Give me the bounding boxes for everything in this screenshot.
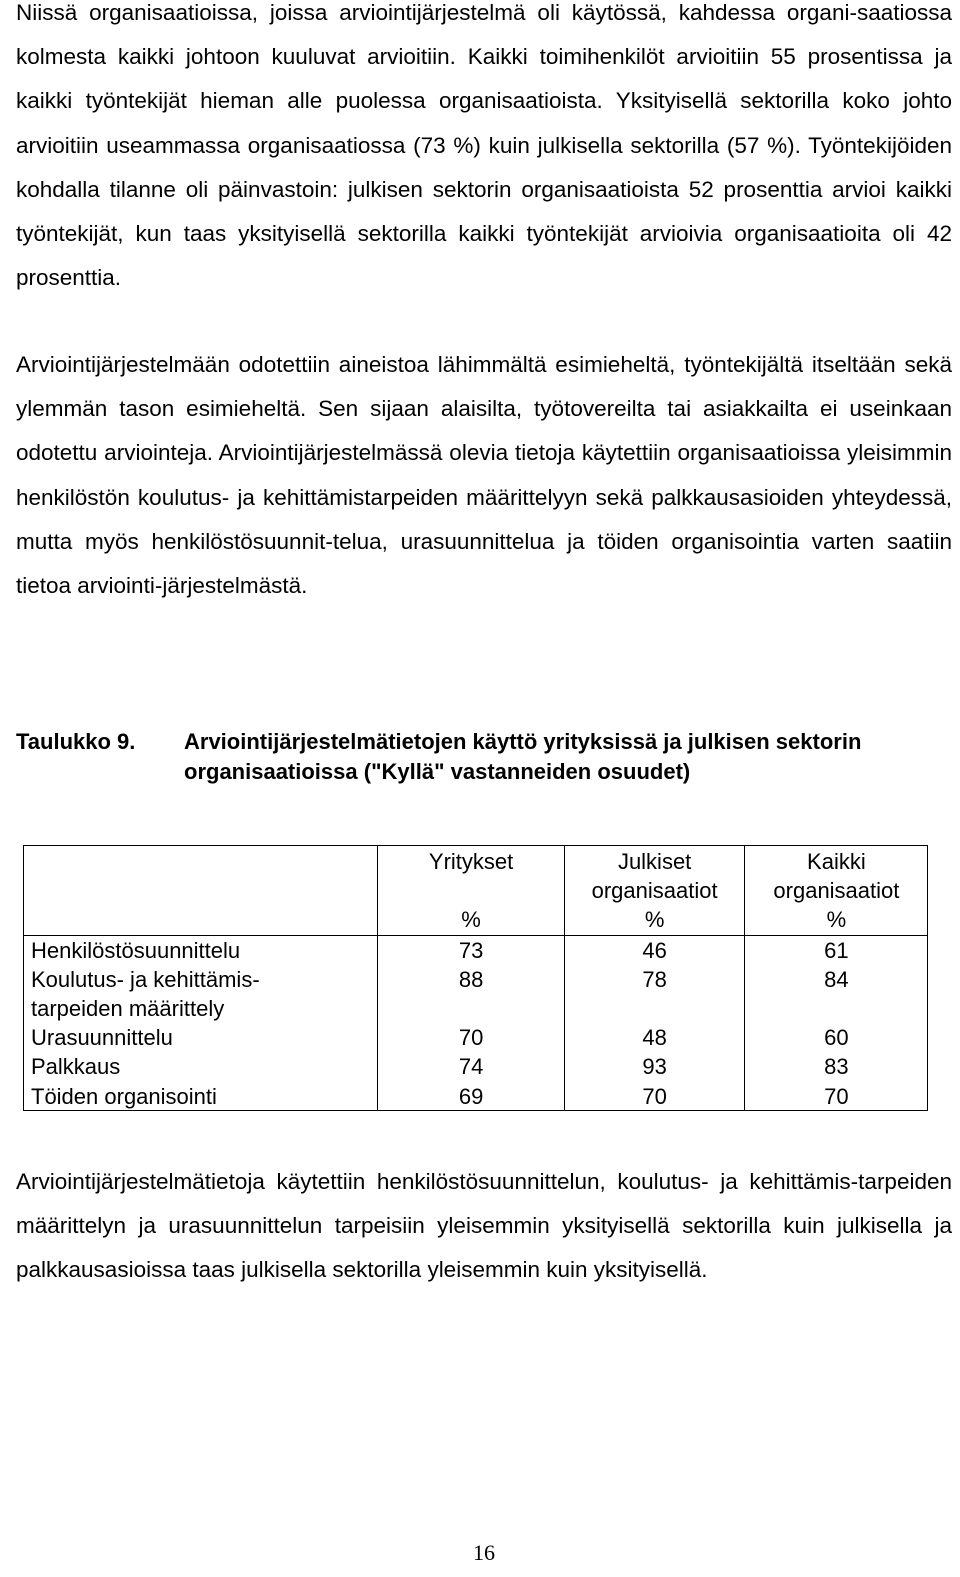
row-label: Henkilöstösuunnittelu bbox=[23, 935, 377, 965]
cell-julkiset: 70 bbox=[565, 1082, 744, 1111]
cell-yritykset: 70 bbox=[377, 1023, 565, 1052]
table-caption-label: Taulukko 9. bbox=[16, 729, 136, 754]
table-row bbox=[23, 965, 928, 1023]
header-cell-yritykset: Yritykset % bbox=[377, 845, 565, 935]
cell-yritykset: 74 bbox=[377, 1052, 565, 1081]
paragraph-usage-summary: Arviointijärjestelmätietoja käytettiin henkilöstösuunnittelun, koulutus- ja kehittämis-tarpeiden määrittelyn ja urasuunnittelun tarpeisiin yleisemmin yksityisellä sektorilla kuin julkisella ja palkkausasioissa taas julkisella sektorilla yleisemmin kuin yksityisellä. bbox=[16, 1169, 952, 1283]
table-row bbox=[23, 1052, 928, 1081]
cell-julkiset: 78 bbox=[565, 965, 744, 1023]
row-label: Koulutus- ja kehittämis- tarpeiden määrittely bbox=[23, 965, 377, 1023]
table-row bbox=[23, 1023, 928, 1052]
cell-yritykset: 88 bbox=[377, 965, 565, 1023]
header-cell-category bbox=[23, 845, 377, 935]
usage-table bbox=[23, 845, 928, 1111]
paragraph-evaluation-coverage: Niissä organisaatioissa, joissa arviointijärjestelmä oli käytössä, kahdessa organi-saatiossa kolmesta kaikki johtoon kuuluvat arvioitiin. Kaikki toimihenkilöt arvioitiin 55 prosentissa ja kaikki työntekijät hieman alle puolessa organisaatioista. Yksityisellä sektorilla koko johto arvioitiin useammassa organisaatiossa (73 %) kuin julkisella sektorilla (57 %). Työntekijöiden kohdalla tilanne oli päinvastoin: julkisen sektorin organisaatioista 52 prosenttia arvioi kaikki työntekijät, kun taas yksityisellä sektorilla kaikki työntekijät arvioivia organisaatioita oli 42 prosenttia. bbox=[16, 0, 952, 291]
table-caption bbox=[16, 727, 952, 786]
table-row bbox=[23, 935, 928, 965]
table-header-row bbox=[23, 845, 928, 935]
cell-yritykset: 69 bbox=[377, 1082, 565, 1111]
cell-julkiset: 93 bbox=[565, 1052, 744, 1081]
cell-kaikki: 61 bbox=[824, 937, 849, 963]
row-label: Urasuunnittelu bbox=[23, 1023, 377, 1052]
row-label: Palkkaus bbox=[23, 1052, 377, 1081]
cell-kaikki: 60 bbox=[824, 1025, 849, 1051]
cell-kaikki: 84 bbox=[824, 966, 849, 992]
cell-julkiset: 48 bbox=[565, 1023, 744, 1052]
cell-kaikki: 70 bbox=[824, 1083, 849, 1109]
cell-yritykset: 73 bbox=[377, 935, 565, 965]
table-row bbox=[23, 1082, 928, 1111]
row-label: Töiden organisointi bbox=[23, 1082, 377, 1111]
table-caption-text: Arviointijärjestelmätietojen käyttö yrityksissä ja julkisen sektorin organisaatioissa ("Kyllä" vastanneiden osuudet) bbox=[184, 729, 862, 784]
cell-kaikki: 83 bbox=[824, 1054, 849, 1080]
header-cell-julkiset: Julkiset organisaatiot % bbox=[565, 845, 744, 935]
cell-julkiset: 46 bbox=[565, 935, 744, 965]
header-cell-kaikki: Kaikki organisaatiot % bbox=[744, 845, 928, 935]
page-number: 16 bbox=[473, 1540, 495, 1565]
paragraph-evaluation-sources: Arviointijärjestelmään odotettiin aineistoa lähimmältä esimieheltä, työntekijältä itseltään sekä ylemmän tason esimieheltä. Sen sijaan alaisilta, työtovereilta tai asiakkailta ei useinkaan odotettu arviointeja. Arviointijärjestelmässä olevia tietoja käytettiin organisaatioissa yleisimmin henkilöstön koulutus- ja kehittämistarpeiden määrittelyyn sekä palkkausasioiden yhteydessä, mutta myös henkilöstösuunnit-telua, urasuunnittelua ja töiden organisointia varten saatiin tietoa arviointi-järjestelmästä. bbox=[16, 352, 952, 599]
